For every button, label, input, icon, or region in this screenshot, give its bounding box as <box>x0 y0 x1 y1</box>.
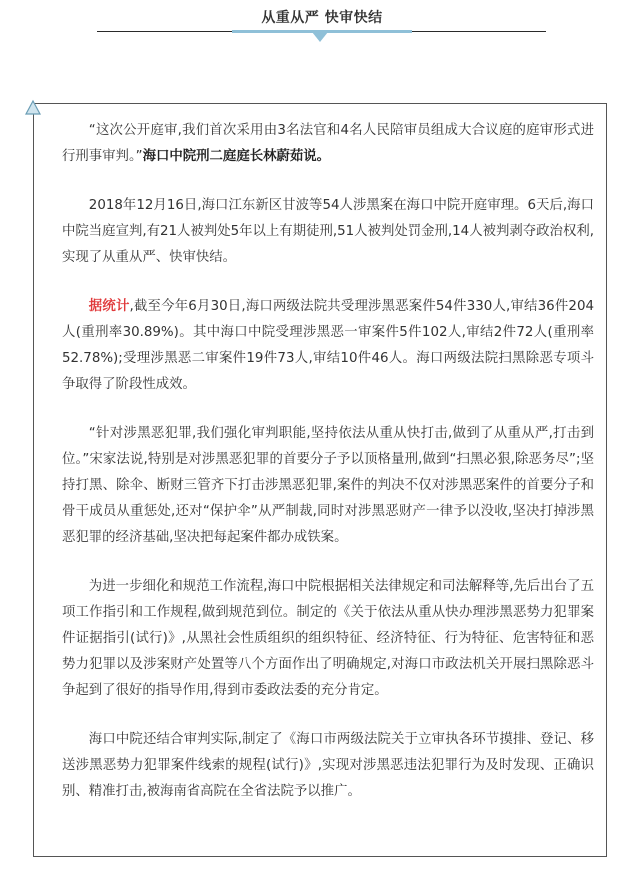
triangle-icon <box>24 99 42 117</box>
statistics-text: ,截至今年6月30日,海口两级法院共受理涉黑恶案件54件330人,审结36件204人(重刑率30.89%)。其中海口中院受理涉黑恶一审案件5件102人,审结2件72人(重刑率52.78%);受理涉黑恶二审案件19件73人,审结10件46人。海口两级法院扫黑除恶专项斗争取得了阶段性成效。 <box>62 299 594 392</box>
section-header <box>0 0 644 50</box>
quote-speaker: 海口中院刑二庭庭长林蔚茹说。 <box>142 149 331 164</box>
paragraph-guidelines: 为进一步细化和规范工作流程,海口中院根据相关法律规定和司法解释等,先后出台了五项工作指引和工作规程,做到规范到位。制定的《关于依法从重从快办理涉黑恶势力犯罪案件证据指引(试行)》,从黑社会性质组织的组织特征、经济特征、行为特征、危害特征和恶势力犯罪以及涉案财产处置等八个方面作出了明确规定,对海口市政法机关开展扫黑除恶斗争起到了很好的指导作用,得到市委政法委的充分肯定。 <box>62 579 594 698</box>
paragraph-procedures: 海口中院还结合审判实际,制定了《海口市两级法院关于立审执各环节摸排、登记、移送涉黑恶势力犯罪案件线索的规程(试行)》,实现对涉黑恶违法犯罪行为及时发现、正确识别、精准打击,被海南省高院在全省法院予以推广。 <box>62 732 594 799</box>
paragraph-quote <box>62 118 594 170</box>
statistics-lead: 据统计 <box>88 299 130 314</box>
paragraph-statistics <box>62 294 594 398</box>
quote-text: “这次公开庭审,我们首次采用由3名法官和4名人民陪审员组成大合议庭的庭审形式进行刑事审判。” <box>62 123 594 164</box>
article-body <box>62 118 594 828</box>
paragraph-crackdown: “针对涉黑恶犯罪,我们强化审判职能,坚持依法从重从快打击,做到了从重从严,打击到位。”宋家法说,特别是对涉黑恶犯罪的首要分子予以顶格量刑,做到“扫黑必狠,除恶务尽”;坚持打黑、除伞、断财三管齐下打击涉黑恶犯罪,案件的判决不仅对涉黑恶案件的首要分子和骨干成员从重惩处,还对“保护伞”从严制裁,同时对涉黑恶财产一律予以没收,坚决打掉涉黑恶犯罪的经济基础,坚决把每起案件都办成铁案。 <box>62 426 594 545</box>
section-title: 从重从严 快审快结 <box>261 10 383 26</box>
paragraph-trial: 2018年12月16日,海口江东新区甘波等54人涉黑案在海口中院开庭审理。6天后,海口中院当庭宣判,有21人被判处5年以上有期徒刑,51人被判处罚金刑,14人被判剥夺政治权利,实现了从重从严、快审快结。 <box>62 198 594 265</box>
down-triangle-icon <box>312 32 328 42</box>
